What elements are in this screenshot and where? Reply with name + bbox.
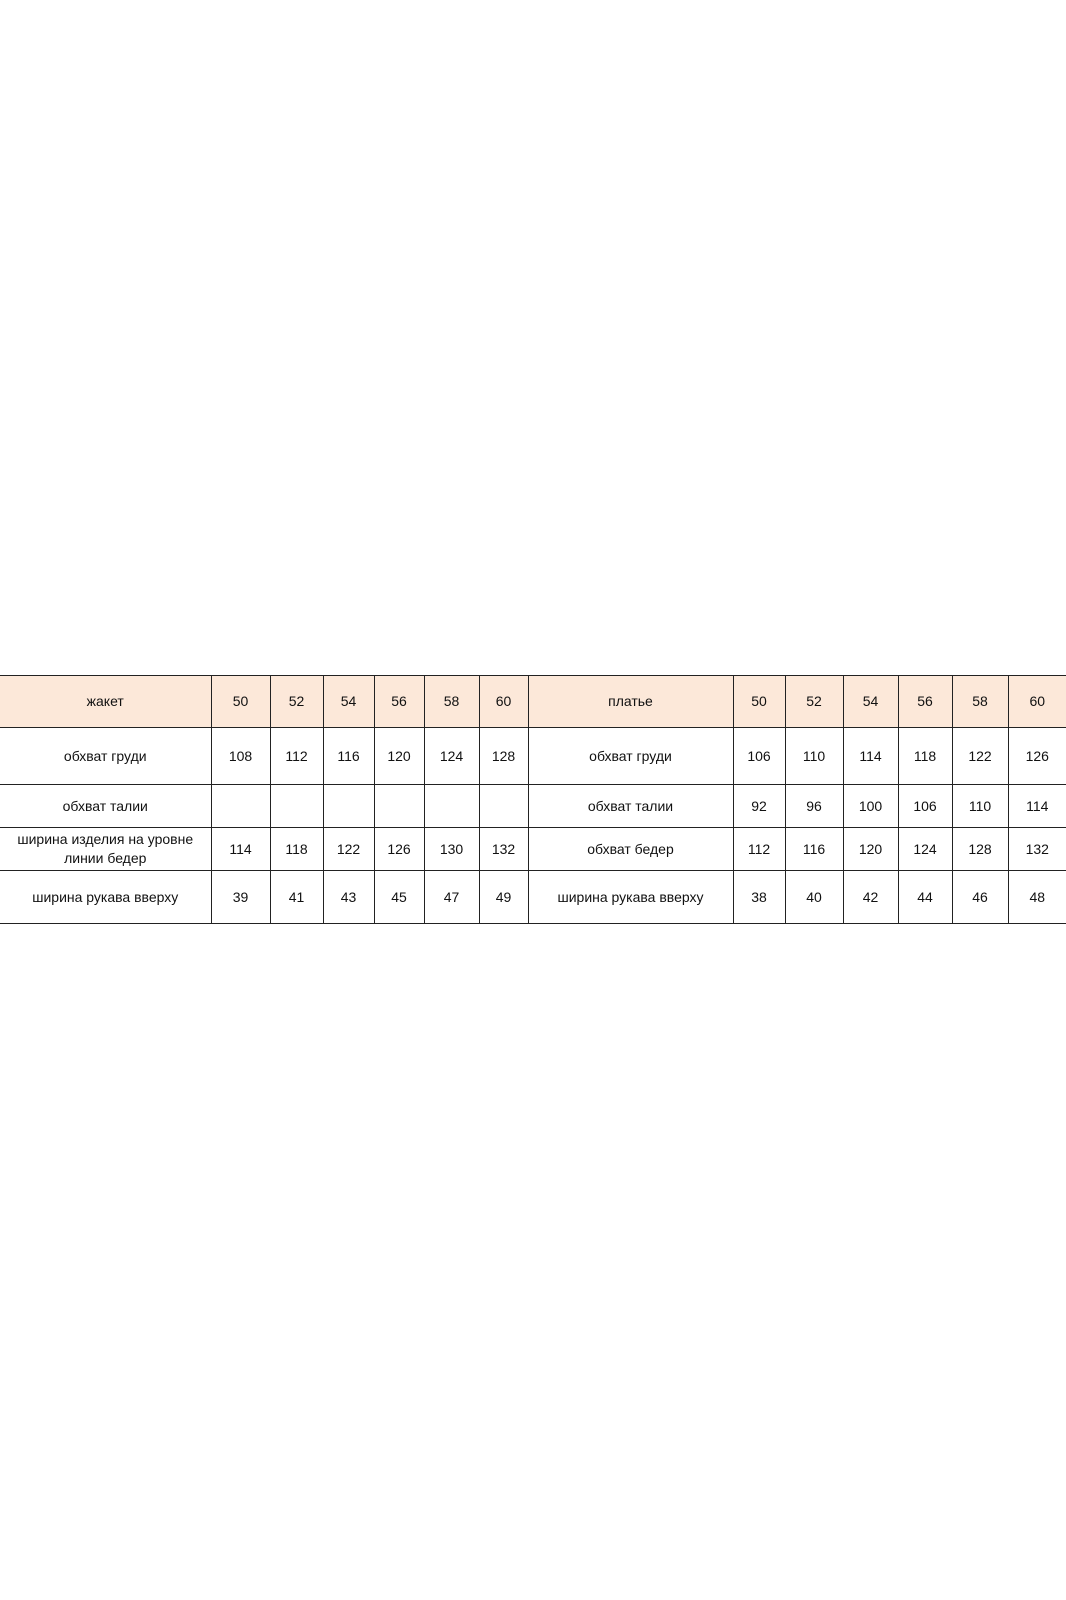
table-cell: 120	[374, 728, 424, 785]
table-cell: 39	[211, 871, 270, 924]
table-cell: 43	[323, 871, 374, 924]
table-cell: 128	[479, 728, 528, 785]
table-cell: 48	[1008, 871, 1066, 924]
table-cell	[270, 785, 323, 828]
table-cell	[424, 785, 479, 828]
table-cell: 132	[479, 828, 528, 871]
table-cell: 108	[211, 728, 270, 785]
table-cell: 116	[785, 828, 843, 871]
dress-row-label: ширина рукава вверху	[528, 871, 733, 924]
table-cell: 41	[270, 871, 323, 924]
jacket-size-52: 52	[270, 676, 323, 728]
table-cell: 126	[1008, 728, 1066, 785]
table-cell: 114	[843, 728, 898, 785]
table-cell: 42	[843, 871, 898, 924]
table-cell: 100	[843, 785, 898, 828]
table-row	[0, 785, 1066, 828]
jacket-row-label: ширина рукава вверху	[0, 871, 211, 924]
table-cell: 124	[424, 728, 479, 785]
table-cell: 118	[898, 728, 952, 785]
table-cell: 122	[323, 828, 374, 871]
table-cell: 132	[1008, 828, 1066, 871]
table-cell	[479, 785, 528, 828]
table-row	[0, 728, 1066, 785]
table-cell: 126	[374, 828, 424, 871]
jacket-size-58: 58	[424, 676, 479, 728]
jacket-row-label: обхват груди	[0, 728, 211, 785]
table-cell: 110	[785, 728, 843, 785]
dress-size-50: 50	[733, 676, 785, 728]
table-cell: 124	[898, 828, 952, 871]
dress-size-54: 54	[843, 676, 898, 728]
dress-size-52: 52	[785, 676, 843, 728]
table-cell: 96	[785, 785, 843, 828]
table-cell: 114	[211, 828, 270, 871]
table-cell	[374, 785, 424, 828]
table-cell: 45	[374, 871, 424, 924]
header-row	[0, 676, 1066, 728]
table-cell	[323, 785, 374, 828]
table-cell: 106	[733, 728, 785, 785]
dress-row-label: обхват бедер	[528, 828, 733, 871]
table-cell: 110	[952, 785, 1008, 828]
jacket-size-50: 50	[211, 676, 270, 728]
table-cell: 112	[270, 728, 323, 785]
table-cell: 49	[479, 871, 528, 924]
size-chart-table	[0, 675, 1066, 924]
table-cell	[211, 785, 270, 828]
dress-row-label: обхват талии	[528, 785, 733, 828]
table-cell: 112	[733, 828, 785, 871]
table-cell: 128	[952, 828, 1008, 871]
table-cell: 116	[323, 728, 374, 785]
table-cell: 47	[424, 871, 479, 924]
table-cell: 92	[733, 785, 785, 828]
dress-title: платье	[528, 676, 733, 728]
table-cell: 44	[898, 871, 952, 924]
table-cell: 122	[952, 728, 1008, 785]
dress-row-label: обхват груди	[528, 728, 733, 785]
dress-size-58: 58	[952, 676, 1008, 728]
table-cell: 118	[270, 828, 323, 871]
jacket-size-56: 56	[374, 676, 424, 728]
table-cell: 106	[898, 785, 952, 828]
table-row	[0, 871, 1066, 924]
jacket-title: жакет	[0, 676, 211, 728]
jacket-row-label: обхват талии	[0, 785, 211, 828]
dress-size-56: 56	[898, 676, 952, 728]
table-cell: 130	[424, 828, 479, 871]
table-cell: 46	[952, 871, 1008, 924]
table-cell: 120	[843, 828, 898, 871]
jacket-row-label: ширина изделия на уровне линии бедер	[0, 828, 211, 871]
table-cell: 38	[733, 871, 785, 924]
table-row	[0, 828, 1066, 871]
jacket-size-60: 60	[479, 676, 528, 728]
dress-size-60: 60	[1008, 676, 1066, 728]
table-cell: 114	[1008, 785, 1066, 828]
jacket-size-54: 54	[323, 676, 374, 728]
table-cell: 40	[785, 871, 843, 924]
